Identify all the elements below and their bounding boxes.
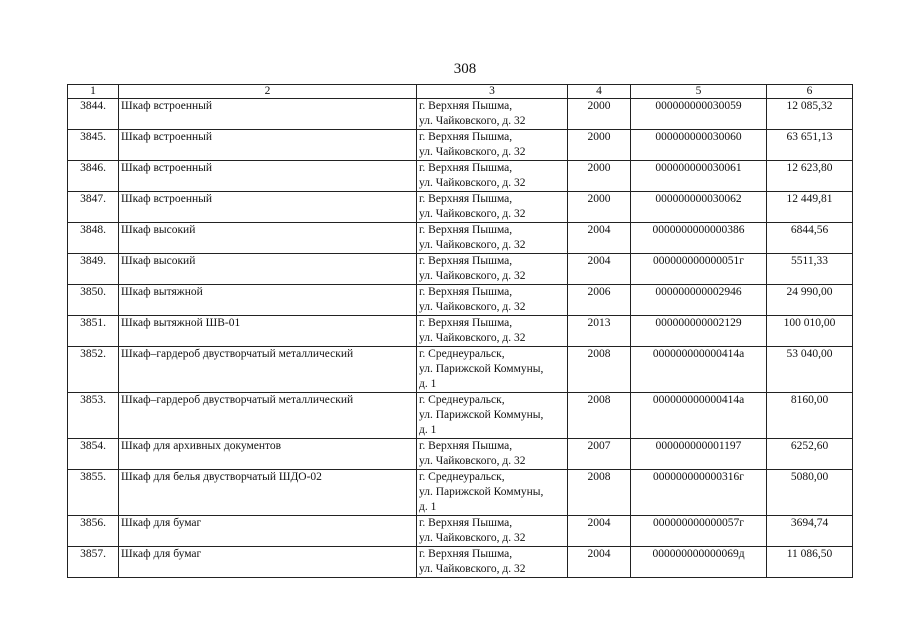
table-row [68,285,853,316]
year-cell: 2000 [568,99,631,130]
address-line: г. Верхняя Пышма, [419,317,513,329]
row-number-cell: 3856. [68,516,119,547]
item-name-cell: Шкаф встроенный [119,130,417,161]
address-cell [417,254,568,285]
year-cell: 2004 [568,254,631,285]
table-row [68,99,853,130]
item-name-cell: Шкаф для бумаг [119,516,417,547]
header-row [68,85,853,99]
address-line: г. Верхняя Пышма, [419,193,513,205]
address-cell [417,393,568,439]
year-cell: 2004 [568,547,631,578]
item-name-cell: Шкаф для архивных документов [119,439,417,470]
address-line: г. Верхняя Пышма, [419,131,513,143]
year-cell: 2000 [568,130,631,161]
header-cell-4: 4 [568,85,631,99]
table-row [68,547,853,578]
address-cell [417,223,568,254]
cost-cell: 12 449,81 [767,192,853,223]
address-line: ул. Парижской Коммуны, [419,363,544,375]
header-cell-5: 5 [631,85,767,99]
item-name-cell: Шкаф высокий [119,254,417,285]
address-line: г. Верхняя Пышма, [419,517,513,529]
inventory-table [67,84,853,578]
row-number-cell: 3845. [68,130,119,161]
cost-cell: 8160,00 [767,393,853,439]
address-line: г. Среднеуральск, [419,471,505,483]
header-cell-1: 1 [68,85,119,99]
cost-cell: 53 040,00 [767,347,853,393]
item-name-cell: Шкаф встроенный [119,99,417,130]
address-line: д. 1 [419,501,437,513]
year-cell: 2007 [568,439,631,470]
cost-cell: 6844,56 [767,223,853,254]
table-row [68,223,853,254]
year-cell: 2004 [568,516,631,547]
item-name-cell: Шкаф встроенный [119,161,417,192]
cost-cell: 11 086,50 [767,547,853,578]
inventory-code-cell: 0000000000000386 [631,223,767,254]
table-row [68,470,853,516]
item-name-cell: Шкаф встроенный [119,192,417,223]
address-line: г. Верхняя Пышма, [419,255,513,267]
inventory-code-cell: 000000000000051г [631,254,767,285]
table-row [68,130,853,161]
address-cell [417,285,568,316]
table-row [68,347,853,393]
inventory-code-cell: 000000000000057г [631,516,767,547]
inventory-code-cell: 000000000030060 [631,130,767,161]
address-cell [417,439,568,470]
row-number-cell: 3853. [68,393,119,439]
address-line: ул. Парижской Коммуны, [419,409,544,421]
item-name-cell: Шкаф высокий [119,223,417,254]
address-line: ул. Чайковского, д. 32 [419,208,526,220]
table-row [68,393,853,439]
table-row [68,516,853,547]
item-name-cell: Шкаф–гардероб двустворчатый металлический [119,347,417,393]
table-body [68,99,853,578]
inventory-code-cell: 000000000030062 [631,192,767,223]
address-cell [417,192,568,223]
row-number-cell: 3851. [68,316,119,347]
address-line: ул. Чайковского, д. 32 [419,301,526,313]
inventory-code-cell: 000000000001197 [631,439,767,470]
address-line: г. Верхняя Пышма, [419,548,513,560]
header-cell-2: 2 [119,85,417,99]
row-number-cell: 3844. [68,99,119,130]
address-line: г. Среднеуральск, [419,348,505,360]
item-name-cell: Шкаф–гардероб двустворчатый металлический [119,393,417,439]
year-cell: 2008 [568,393,631,439]
cost-cell: 100 010,00 [767,316,853,347]
table-row [68,254,853,285]
address-line: г. Верхняя Пышма, [419,224,513,236]
item-name-cell: Шкаф для бумаг [119,547,417,578]
address-line: ул. Чайковского, д. 32 [419,177,526,189]
header-cell-3: 3 [417,85,568,99]
address-cell [417,130,568,161]
year-cell: 2008 [568,470,631,516]
address-line: г. Верхняя Пышма, [419,440,513,452]
row-number-cell: 3854. [68,439,119,470]
row-number-cell: 3849. [68,254,119,285]
item-name-cell: Шкаф для белья двустворчатый ШДО-02 [119,470,417,516]
table-row [68,439,853,470]
row-number-cell: 3852. [68,347,119,393]
cost-cell: 63 651,13 [767,130,853,161]
inventory-code-cell: 000000000000414а [631,393,767,439]
address-line: ул. Чайковского, д. 32 [419,115,526,127]
header-cell-6: 6 [767,85,853,99]
address-cell [417,516,568,547]
address-line: ул. Чайковского, д. 32 [419,239,526,251]
address-cell [417,347,568,393]
address-line: ул. Чайковского, д. 32 [419,563,526,575]
address-line: ул. Парижской Коммуны, [419,486,544,498]
address-line: ул. Чайковского, д. 32 [419,270,526,282]
address-line: г. Верхняя Пышма, [419,162,513,174]
address-cell [417,99,568,130]
year-cell: 2000 [568,161,631,192]
address-line: д. 1 [419,378,437,390]
address-line: д. 1 [419,424,437,436]
address-cell [417,547,568,578]
cost-cell: 24 990,00 [767,285,853,316]
address-line: ул. Чайковского, д. 32 [419,146,526,158]
item-name-cell: Шкаф вытяжной ШВ-01 [119,316,417,347]
cost-cell: 3694,74 [767,516,853,547]
cost-cell: 5511,33 [767,254,853,285]
inventory-code-cell: 000000000030059 [631,99,767,130]
row-number-cell: 3855. [68,470,119,516]
item-name-cell: Шкаф вытяжной [119,285,417,316]
address-cell [417,161,568,192]
row-number-cell: 3847. [68,192,119,223]
address-line: г. Верхняя Пышма, [419,100,513,112]
page-number: 308 [453,61,477,77]
inventory-code-cell: 000000000000069д [631,547,767,578]
address-line: ул. Чайковского, д. 32 [419,532,526,544]
year-cell: 2013 [568,316,631,347]
inventory-code-cell: 000000000002129 [631,316,767,347]
year-cell: 2000 [568,192,631,223]
address-cell [417,470,568,516]
address-line: ул. Чайковского, д. 32 [419,332,526,344]
table-row [68,192,853,223]
table-row [68,161,853,192]
inventory-code-cell: 000000000000414а [631,347,767,393]
row-number-cell: 3848. [68,223,119,254]
row-number-cell: 3857. [68,547,119,578]
inventory-code-cell: 000000000000316г [631,470,767,516]
cost-cell: 5080,00 [767,470,853,516]
address-cell [417,316,568,347]
year-cell: 2006 [568,285,631,316]
year-cell: 2004 [568,223,631,254]
cost-cell: 12 085,32 [767,99,853,130]
row-number-cell: 3850. [68,285,119,316]
address-line: г. Верхняя Пышма, [419,286,513,298]
table-row [68,316,853,347]
address-line: г. Среднеуральск, [419,394,505,406]
cost-cell: 12 623,80 [767,161,853,192]
year-cell: 2008 [568,347,631,393]
inventory-code-cell: 000000000002946 [631,285,767,316]
cost-cell: 6252,60 [767,439,853,470]
row-number-cell: 3846. [68,161,119,192]
inventory-code-cell: 000000000030061 [631,161,767,192]
address-line: ул. Чайковского, д. 32 [419,455,526,467]
